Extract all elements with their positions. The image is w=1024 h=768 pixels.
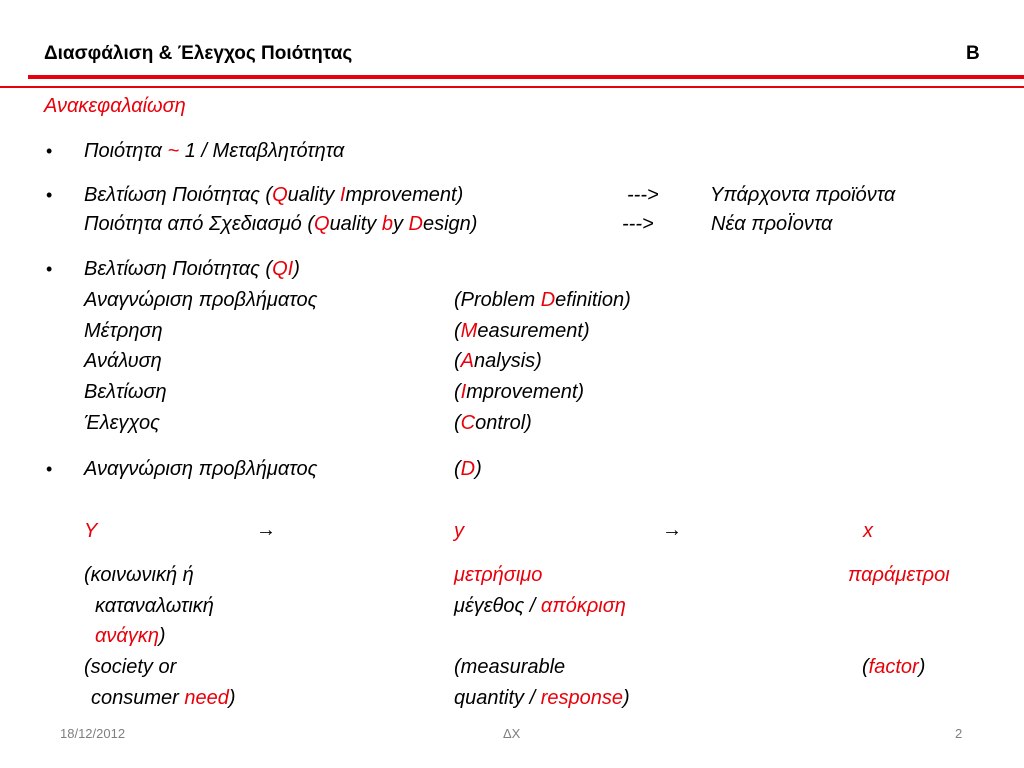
col1-need-greek: ανάγκη [95, 625, 159, 647]
b3-head-b: ) [293, 258, 300, 280]
col2-line3: (measurable [454, 656, 566, 678]
bullet-1-text [84, 140, 344, 163]
step-5-english [454, 412, 532, 435]
col1-line2: καταναλωτική [95, 595, 214, 617]
section-heading: Ανακεφαλαίωση [44, 95, 186, 117]
b2-line2-arrow: ---> [622, 213, 654, 235]
step-4-english [454, 381, 584, 404]
b4-post: ) [475, 458, 482, 480]
b2-line1 [84, 184, 463, 207]
b4-english [454, 458, 482, 481]
b4-pre: ( [454, 458, 461, 480]
step-5-pre: ( [454, 412, 461, 434]
col2-response-english: response [540, 687, 623, 709]
col1-l5-paren: ) [228, 687, 236, 709]
col2-response-greek: απόκριση [540, 595, 626, 617]
b2-line1-arrow: ---> [627, 184, 659, 206]
step-4-post: mprovement) [466, 381, 585, 403]
b4-greek: Αναγνώριση προβλήματος [84, 458, 318, 480]
col2-line2 [454, 595, 626, 618]
step-1-post: efinition) [555, 289, 631, 311]
b2-l2-a: Ποιότητα από Σχεδιασμό ( [84, 213, 314, 235]
b2-l1-a: Βελτίωση Ποιότητας ( [84, 184, 273, 206]
step-1-pre: (Problem [454, 289, 541, 311]
col1-l3-paren: ) [158, 625, 166, 647]
step-4-pre: ( [454, 381, 461, 403]
step-2-english [454, 320, 590, 343]
step-3-pre: ( [454, 350, 461, 372]
step-5-greek: Έλεγχος [84, 412, 160, 434]
col1-line1: (κοινωνική ή [84, 564, 194, 586]
flow-x: x [863, 520, 873, 542]
step-3-post: nalysis) [474, 350, 542, 372]
col1-line5 [91, 687, 236, 710]
flow-y: y [454, 520, 464, 542]
col1-l5-a: consumer [91, 687, 185, 709]
header-rule-thick [28, 75, 1024, 79]
b2-l2-c: y [392, 213, 409, 235]
step-1-letter: D [540, 289, 556, 311]
footer-date: 18/12/2012 [60, 726, 126, 741]
header-rule-thin [0, 86, 1024, 88]
b1-pre: Ποιότητα [84, 140, 168, 162]
step-3-english [454, 350, 542, 373]
step-1-greek: Αναγνώριση προβλήματος [84, 289, 318, 311]
col1-need-english: need [184, 687, 229, 709]
step-5-letter: C [460, 412, 476, 434]
footer-page-number: 2 [955, 726, 963, 741]
col1-line3 [95, 625, 166, 648]
b2-l2-e: esign) [422, 213, 478, 235]
flow-Y: Y [84, 520, 98, 542]
b2-l1-i: I [339, 184, 346, 206]
step-2-pre: ( [454, 320, 461, 342]
b2-l2-b: uality [329, 213, 382, 235]
b2-l1-b: uality [287, 184, 340, 206]
step-4-letter: I [460, 381, 467, 403]
step-5-post: ontrol) [475, 412, 532, 434]
b1-post: 1 / Μεταβλητότητα [179, 140, 345, 162]
b2-line2-result: Νέα προΪοντα [711, 213, 833, 235]
col2-l4-paren: ) [623, 687, 630, 709]
col2-line4 [454, 687, 630, 710]
b2-l1-q: Q [272, 184, 288, 206]
col1-line4: (society or [84, 656, 177, 678]
b2-l2-d: D [408, 213, 423, 235]
b3-head-a: Βελτίωση Ποιότητας ( [84, 258, 273, 280]
col3-l2-a: ( [862, 656, 869, 678]
bullet-4-marker: • [46, 459, 53, 479]
step-1-english [454, 289, 631, 312]
flow-arrow-1: → [256, 519, 276, 541]
section-letter: B [966, 43, 980, 64]
col3-factor: factor [868, 656, 919, 678]
flow-arrow-2: → [662, 519, 682, 541]
step-2-letter: M [460, 320, 478, 342]
b2-l1-c: mprovement) [345, 184, 464, 206]
bullet-1-marker: • [46, 141, 53, 161]
col3-l2-paren: ) [918, 656, 926, 678]
bullet-3-marker: • [46, 259, 53, 279]
col3-line1: παράμετροι [848, 564, 950, 586]
b2-line2 [84, 213, 477, 236]
step-2-post: easurement) [477, 320, 590, 342]
step-4-greek: Βελτίωση [84, 381, 167, 403]
b2-line1-result: Υπάρχοντα προϊόντα [710, 184, 896, 206]
step-2-greek: Μέτρηση [84, 320, 163, 342]
b3-heading [84, 258, 300, 281]
step-3-greek: Ανάλυση [84, 350, 162, 372]
b4-letter: D [460, 458, 476, 480]
b2-l2-by: b [381, 213, 393, 235]
b2-l2-q: Q [314, 213, 330, 235]
footer-author: ΔΧ [503, 726, 521, 741]
slide-title: Διασφάλιση & Έλεγχος Ποιότητας [44, 43, 353, 64]
col2-l2-a: μέγεθος / [454, 595, 541, 617]
col3-line2 [862, 656, 925, 679]
col2-line1: μετρήσιμο [454, 564, 543, 586]
bullet-2-marker: • [46, 185, 53, 205]
tilde-symbol: ~ [167, 140, 180, 162]
step-3-letter: A [460, 350, 475, 372]
b3-head-qi: QI [272, 258, 294, 280]
col2-l4-a: quantity / [454, 687, 541, 709]
